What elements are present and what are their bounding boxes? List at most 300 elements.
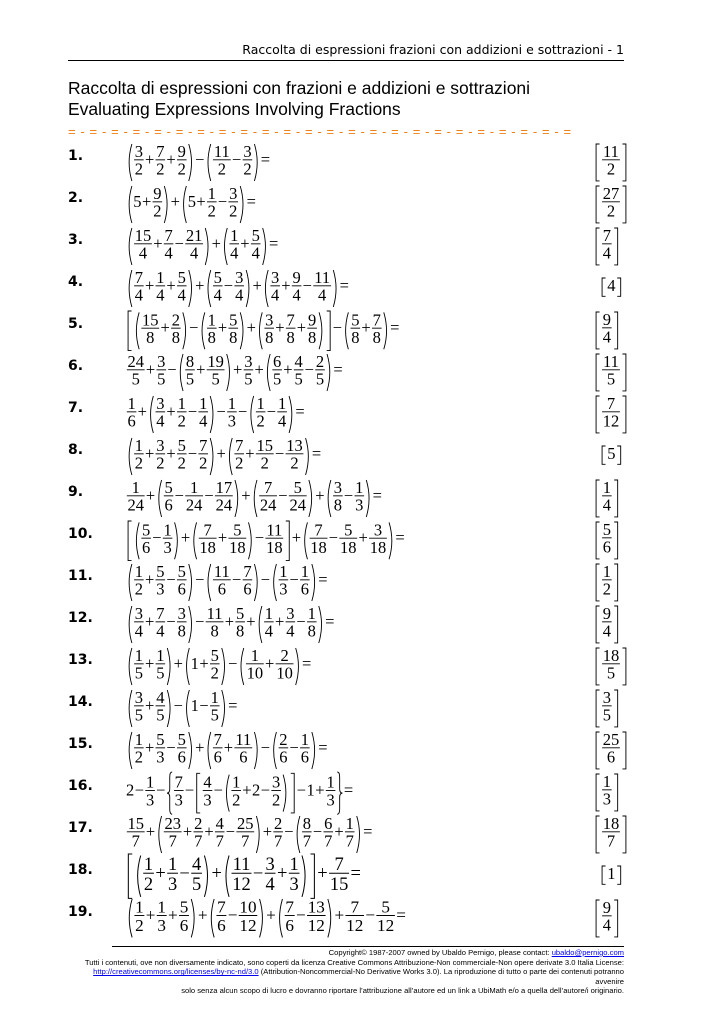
exercise-answer (592, 394, 630, 435)
fraction-numerator: 9 (602, 310, 611, 330)
exercise-expression (124, 852, 363, 900)
close-delimiter (240, 186, 243, 223)
math-operator: = (363, 822, 373, 842)
expression-math-group (129, 898, 406, 938)
open-delimiter (254, 480, 257, 517)
fraction-numerator: 15 (256, 436, 274, 456)
fraction-numerator: 9 (307, 310, 317, 330)
fraction-numerator: 5 (293, 478, 302, 498)
math-operator: = (318, 738, 328, 758)
close-delimiter (246, 270, 249, 307)
fraction-numerator: 5 (177, 562, 186, 582)
fraction-numerator: 3 (156, 436, 165, 456)
fraction-numerator: 11 (603, 352, 619, 372)
open-delimiter (202, 312, 205, 349)
fraction-denominator: 4 (213, 285, 222, 305)
fraction-denominator: 2 (156, 159, 165, 179)
fraction-numerator: 3 (286, 604, 295, 624)
exercise-answer (592, 814, 630, 855)
close-delimiter (622, 144, 625, 181)
fraction-numerator: 1 (199, 394, 208, 414)
exercise-number: 11. (68, 568, 93, 584)
close-delimiter (622, 732, 625, 769)
expression-math (124, 436, 324, 477)
fraction-denominator: 8 (229, 327, 238, 347)
open-delimiter (159, 816, 162, 853)
fraction-denominator: 7 (168, 831, 177, 851)
open-delimiter (208, 144, 211, 181)
exercise-expression (124, 646, 314, 687)
expression-math (124, 897, 408, 939)
open-delimiter (602, 446, 605, 464)
fraction-denominator: 6 (239, 747, 248, 767)
expression-math-group (127, 394, 305, 433)
fraction-denominator: 6 (285, 916, 294, 936)
math-operator: − (252, 863, 264, 884)
expression-math-group (127, 814, 373, 853)
fraction-denominator: 4 (138, 243, 148, 263)
fraction-denominator: 15 (329, 874, 349, 895)
answer-math (592, 142, 630, 183)
fraction-numerator: 5 (177, 436, 186, 456)
close-delimiter (210, 396, 213, 433)
math-operator: − (195, 150, 205, 170)
close-delimiter (622, 186, 625, 223)
expression-math (124, 352, 345, 393)
close-delimiter (327, 354, 330, 391)
fraction-denominator: 7 (345, 831, 354, 851)
fraction-denominator: 2 (602, 579, 611, 599)
math-operator: + (168, 906, 178, 926)
close-delimiter (614, 606, 617, 643)
close-delimiter (614, 312, 617, 349)
fraction-denominator: 5 (131, 369, 140, 389)
fraction-denominator: 7 (606, 831, 616, 851)
math-operator: + (180, 528, 191, 548)
math-number: 5 (607, 443, 616, 463)
fraction-denominator: 24 (259, 495, 277, 515)
fraction-denominator: 6 (177, 747, 186, 767)
exercise-answer (592, 478, 622, 519)
math-operator: + (283, 360, 293, 380)
open-delimiter (129, 564, 132, 601)
fraction-denominator: 12 (239, 916, 257, 936)
math-operator: + (265, 654, 275, 674)
math-operator: + (334, 906, 345, 926)
fraction-denominator: 2 (210, 663, 219, 683)
exercise-number: 3. (68, 232, 84, 248)
answer-math-group (602, 444, 621, 464)
close-delimiter (286, 521, 289, 561)
exercise-number: 10. (68, 526, 93, 542)
page-header: Raccolta di espressioni frazioni con addizioni e sottrazioni - 1 (242, 42, 624, 57)
open-delimiter (128, 854, 132, 898)
expression-math (124, 226, 281, 267)
fraction-denominator: 4 (265, 874, 275, 895)
math-operator: = (350, 863, 361, 884)
open-delimiter (129, 732, 132, 769)
math-operator: + (361, 318, 371, 338)
fraction-numerator: 13 (286, 436, 303, 456)
fraction-denominator: 4 (602, 327, 611, 347)
fraction-numerator: 3 (134, 604, 143, 624)
close-delimiter (614, 690, 617, 727)
fraction-numerator: 3 (243, 142, 252, 162)
math-operator: + (204, 822, 214, 842)
open-delimiter (129, 270, 132, 307)
close-delimiter (333, 270, 336, 307)
fraction-numerator: 4 (294, 352, 303, 372)
fraction-numerator: 3 (156, 394, 165, 414)
close-delimiter (614, 900, 617, 937)
open-delimiter (129, 606, 132, 643)
fraction-numerator: 3 (265, 854, 275, 875)
close-delimiter (337, 772, 342, 814)
answer-math-group (602, 276, 621, 296)
fraction-numerator: 5 (210, 646, 219, 666)
fraction-numerator: 5 (229, 310, 238, 330)
fraction-denominator: 6 (127, 411, 136, 431)
close-delimiter (614, 228, 617, 265)
math-operator: − (223, 276, 234, 296)
fraction-denominator: 3 (157, 916, 166, 936)
open-delimiter (167, 772, 172, 814)
math-operator: + (266, 906, 276, 926)
fraction-denominator: 8 (351, 327, 360, 347)
fraction-denominator: 2 (260, 453, 269, 473)
math-operator: − (260, 780, 271, 800)
close-delimiter (240, 312, 243, 349)
close-delimiter (357, 816, 360, 853)
math-operator: + (166, 402, 176, 422)
open-delimiter (128, 521, 131, 561)
fraction-numerator: 7 (350, 897, 360, 917)
exercise-number: 16. (68, 778, 93, 794)
close-delimiter (312, 732, 315, 769)
fraction-denominator: 2 (134, 747, 143, 767)
answer-math-group (596, 730, 626, 769)
fraction-numerator: 7 (203, 520, 212, 540)
exercise-answer (598, 276, 625, 298)
fraction-denominator: 6 (179, 916, 189, 936)
fraction-numerator: 4 (191, 854, 202, 875)
fraction-denominator: 4 (156, 285, 165, 305)
close-delimiter (617, 278, 620, 296)
exercise-number: 4. (68, 274, 84, 290)
expression-math (124, 478, 384, 519)
open-delimiter (224, 228, 227, 265)
close-delimiter (328, 899, 331, 937)
fraction-denominator: 5 (273, 369, 282, 389)
exercise-expression (124, 226, 281, 267)
fraction-numerator: 7 (156, 604, 165, 624)
fraction-numerator: 7 (314, 520, 323, 540)
open-delimiter (226, 774, 229, 811)
fraction-numerator: 2 (274, 814, 283, 834)
fraction-denominator: 8 (286, 327, 295, 347)
expression-math (124, 309, 402, 353)
answer-math (592, 688, 622, 729)
math-operator: + (144, 570, 155, 590)
fraction-denominator: 5 (210, 705, 219, 725)
fraction-numerator: 3 (134, 142, 143, 162)
fraction-denominator: 18 (369, 537, 387, 557)
fraction-denominator: 6 (217, 579, 226, 599)
fraction-denominator: 8 (372, 327, 381, 347)
math-number: 1 (190, 654, 199, 674)
license-link[interactable]: http://creativecommons.org/licenses/by-nc-nd/3.0 (93, 967, 259, 977)
answer-math (592, 478, 622, 519)
expression-math-group (127, 352, 343, 391)
close-delimiter (296, 648, 299, 685)
fraction-numerator: 15 (134, 226, 152, 246)
fraction-denominator: 12 (346, 916, 364, 936)
fraction-numerator: 1 (326, 772, 335, 792)
answer-math-group (596, 688, 618, 727)
open-delimiter (346, 312, 349, 349)
exercise-expression (124, 142, 273, 183)
fraction-denominator: 6 (300, 747, 309, 767)
footer-rule (112, 946, 624, 947)
fraction-denominator: 6 (243, 579, 252, 599)
expression-math-group (129, 730, 327, 769)
fraction-numerator: 7 (156, 142, 165, 162)
fraction-denominator: 2 (232, 789, 241, 809)
answer-math (592, 184, 630, 225)
open-delimiter (596, 732, 599, 769)
math-operator: + (145, 360, 156, 380)
title-italian: Raccolta di espressioni con frazioni e addizioni e sottrazioni (68, 78, 531, 98)
math-operator: − (195, 612, 205, 632)
math-operator: − (174, 486, 184, 506)
fraction-denominator: 8 (210, 621, 219, 641)
math-number: 1 (190, 696, 199, 716)
close-delimiter (327, 311, 330, 351)
math-operator: + (170, 192, 180, 212)
fraction-numerator: 11 (213, 142, 230, 162)
math-operator: − (166, 612, 176, 632)
answer-math (592, 562, 622, 603)
math-operator: − (365, 906, 376, 926)
math-operator: + (358, 528, 368, 548)
expression-math (124, 519, 407, 563)
math-operator: + (145, 906, 156, 926)
math-operator: − (184, 780, 195, 800)
math-operator: = (372, 486, 382, 506)
fraction-denominator: 5 (211, 369, 220, 389)
math-operator: = (390, 318, 400, 338)
fraction-denominator: 3 (602, 789, 611, 809)
answer-math-group (596, 772, 618, 811)
math-operator: + (334, 822, 344, 842)
open-delimiter (596, 480, 599, 517)
fraction-numerator: 1 (210, 688, 219, 708)
fraction-denominator: 8 (333, 495, 342, 515)
open-delimiter (596, 564, 599, 601)
fraction-denominator: 4 (199, 411, 208, 431)
math-operator: − (213, 780, 223, 800)
math-operator: − (260, 570, 271, 590)
fraction-denominator: 4 (156, 411, 165, 431)
fraction-numerator: 1 (602, 562, 611, 582)
fraction-numerator: 1 (134, 646, 143, 666)
open-delimiter (267, 354, 270, 391)
close-delimiter (175, 522, 178, 559)
fraction-numerator: 5 (351, 310, 360, 330)
math-operator: − (173, 696, 183, 716)
open-delimiter (596, 648, 599, 685)
fraction-denominator: 2 (243, 159, 252, 179)
fraction-denominator: 2 (134, 453, 143, 473)
expression-math (124, 562, 330, 603)
math-operator: − (302, 276, 312, 296)
fraction-numerator: 1 (250, 646, 259, 666)
fraction-denominator: 24 (127, 495, 144, 515)
fraction-denominator: 4 (277, 411, 287, 431)
document-title (68, 78, 530, 120)
fraction-numerator: 1 (264, 604, 274, 624)
exercise-expression (124, 562, 330, 603)
fraction-numerator: 9 (602, 604, 611, 624)
fraction-numerator: 1 (134, 730, 143, 750)
math-operator: + (182, 822, 193, 842)
fraction-numerator: 6 (273, 352, 282, 372)
answer-math-group (596, 310, 618, 349)
expression-math (124, 184, 258, 225)
expression-math (124, 604, 337, 645)
open-delimiter (208, 564, 211, 601)
math-number: 2 (252, 780, 261, 800)
math-operator: = (246, 192, 256, 212)
open-delimiter (259, 606, 262, 643)
fraction-numerator: 8 (302, 814, 311, 834)
math-operator: + (196, 192, 206, 212)
fraction-denominator: 18 (229, 537, 246, 557)
fraction-denominator: 18 (199, 537, 216, 557)
fraction-denominator: 5 (156, 705, 165, 725)
answer-math (592, 898, 622, 939)
open-delimiter (596, 774, 599, 811)
fraction-denominator: 5 (606, 369, 616, 389)
exercise-answer (598, 864, 625, 886)
math-operator: − (296, 780, 307, 800)
answer-math (592, 730, 630, 771)
math-operator: − (232, 150, 242, 170)
fraction-numerator: 15 (127, 814, 144, 834)
fraction-numerator: 7 (213, 730, 222, 750)
fraction-numerator: 7 (602, 226, 611, 246)
fraction-numerator: 1 (163, 520, 172, 540)
fraction-denominator: 3 (279, 579, 288, 599)
answer-math (592, 520, 622, 561)
fraction-denominator: 4 (235, 285, 244, 305)
answer-math (592, 352, 630, 393)
math-operator: − (199, 696, 209, 716)
fraction-denominator: 24 (185, 495, 203, 515)
exercise-expression (124, 309, 402, 353)
fraction-denominator: 4 (602, 621, 611, 641)
fraction-denominator: 12 (377, 916, 395, 936)
fraction-numerator: 5 (233, 520, 242, 540)
fraction-numerator: 1 (300, 730, 309, 750)
fraction-denominator: 4 (164, 243, 173, 263)
fraction-numerator: 5 (177, 730, 186, 750)
open-delimiter (229, 438, 232, 475)
math-operator: = (228, 696, 238, 716)
math-number: 5 (187, 192, 196, 212)
math-operator: − (304, 360, 314, 380)
close-delimiter (614, 522, 617, 559)
fraction-numerator: 7 (263, 478, 273, 498)
fraction-denominator: 5 (191, 874, 202, 895)
close-delimiter (622, 648, 625, 685)
expression-math (124, 770, 356, 816)
open-delimiter (259, 312, 262, 349)
close-delimiter (167, 690, 170, 727)
page-footer (80, 948, 624, 996)
math-operator: = (396, 906, 406, 926)
math-number: 1 (306, 780, 315, 800)
close-delimiter (614, 564, 617, 601)
math-operator: − (189, 318, 199, 338)
exercise-answer (592, 184, 630, 225)
math-operator: − (232, 570, 242, 590)
answer-math (592, 394, 630, 435)
math-operator: + (166, 276, 176, 296)
exercise-answer (592, 142, 630, 183)
close-delimiter (260, 899, 263, 937)
fraction-denominator: 2 (134, 579, 143, 599)
close-delimiter (191, 899, 194, 937)
math-operator: + (195, 738, 205, 758)
math-operator: + (216, 444, 226, 464)
close-delimiter (204, 856, 207, 897)
fraction-denominator: 8 (236, 621, 245, 641)
fraction-denominator: 12 (307, 916, 325, 936)
fraction-numerator: 5 (344, 520, 353, 540)
open-delimiter (596, 900, 599, 937)
math-operator: + (245, 444, 255, 464)
answer-math-group (596, 478, 618, 517)
open-delimiter (197, 773, 200, 813)
contact-email-link[interactable]: ubaldo@pernigo.com (551, 948, 624, 957)
exercise-answer (592, 730, 630, 771)
fraction-numerator: 11 (314, 268, 331, 288)
math-operator: + (199, 654, 209, 674)
math-operator: − (260, 738, 271, 758)
fraction-numerator: 1 (134, 436, 143, 456)
fraction-numerator: 25 (602, 730, 620, 750)
fraction-denominator: 5 (156, 663, 165, 683)
open-delimiter (211, 899, 214, 937)
answer-math-group (596, 226, 618, 265)
open-delimiter (180, 354, 183, 391)
fraction-denominator: 5 (606, 663, 616, 683)
close-delimiter (227, 354, 230, 391)
fraction-denominator: 4 (190, 243, 199, 263)
fraction-numerator: 1 (177, 394, 186, 414)
open-delimiter (136, 312, 139, 349)
fraction-denominator: 5 (134, 663, 143, 683)
fraction-numerator: 7 (134, 268, 143, 288)
fraction-denominator: 4 (134, 621, 143, 641)
close-delimiter (263, 228, 266, 265)
open-delimiter (208, 732, 211, 769)
math-operator: − (187, 402, 198, 422)
math-operator: − (343, 486, 354, 506)
math-operator: + (223, 738, 234, 758)
exercise-answer (592, 772, 622, 813)
